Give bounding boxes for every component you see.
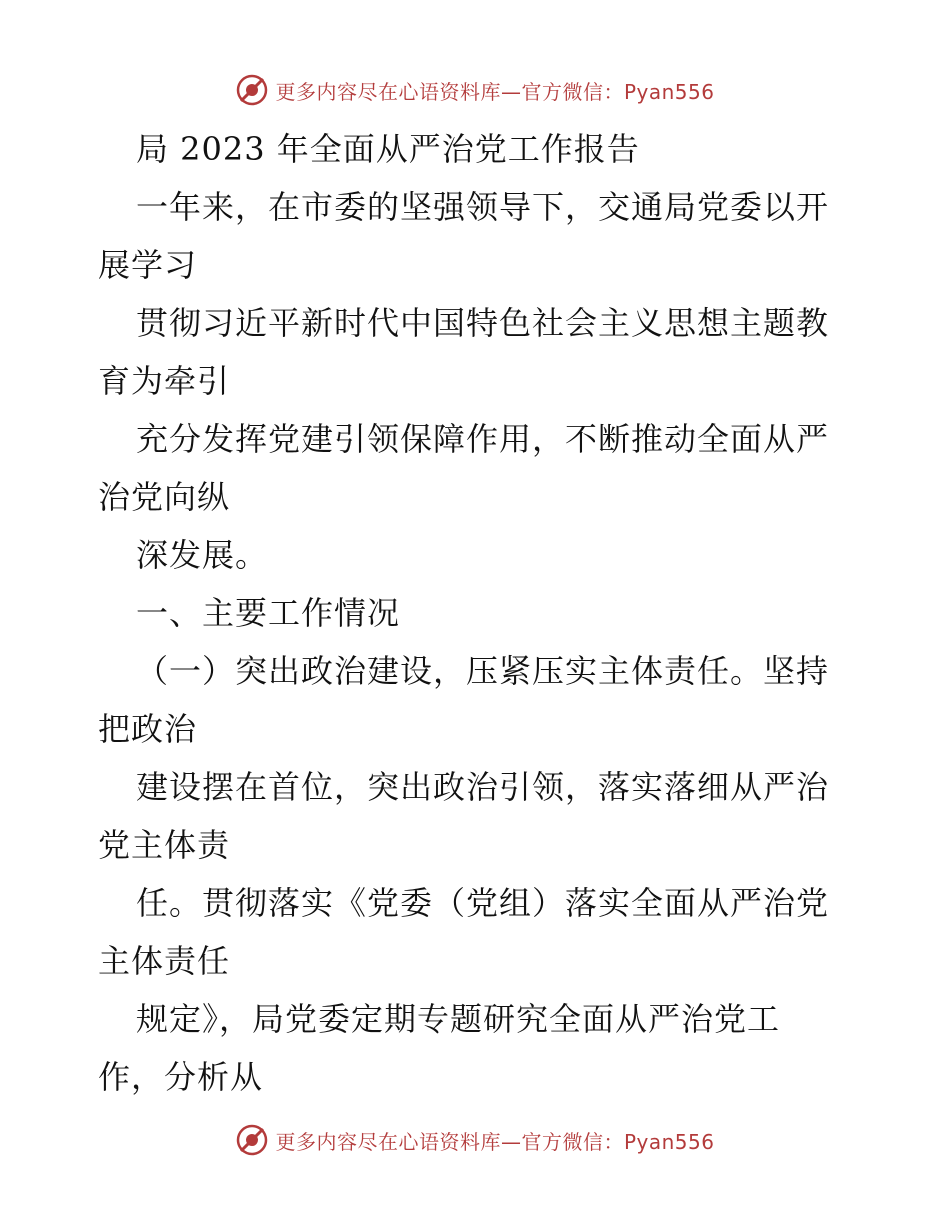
document-line: 规定》，局党委定期专题研究全面从严治党工 [136,1000,781,1038]
watermark-text: 更多内容尽在心语资料库—官方微信：Pyan556 [275,1129,715,1154]
document-line: 一年来，在市委的坚强领导下，交通局党委以开 [136,188,830,226]
document-line: 任。贯彻落实《党委（党组）落实全面从严治党 [136,884,830,922]
watermark-group [235,1123,714,1157]
document-line: 充分发挥党建引领保障作用，不断推动全面从严 [136,420,830,458]
pen-seal-icon [235,1123,269,1157]
document-line: 主体责任 [98,942,231,980]
document-line: （一）突出政治建设，压紧压实主体责任。坚持 [136,652,830,690]
footer-watermark [0,1120,950,1160]
document-line: 育为牵引 [98,362,231,400]
watermark-group [235,73,714,107]
document-line: 贯彻习近平新时代中国特色社会主义思想主题教 [136,304,830,342]
header-watermark [0,70,950,110]
document-line: 深发展。 [136,536,269,574]
document-line: 党主体责 [98,826,231,864]
watermark-text: 更多内容尽在心语资料库—官方微信：Pyan556 [275,79,715,104]
document-body [98,120,858,1106]
document-line: 作，分析从 [98,1058,264,1096]
document-line: 建设摆在首位，突出政治引领，落实落细从严治 [136,768,830,806]
document-line: 把政治 [98,710,198,748]
document-line: 局 2023 年全面从严治党工作报告 [136,130,640,168]
document-line: 展学习 [98,246,198,284]
document-line: 治党向纵 [98,478,231,516]
document-line: 一、主要工作情况 [136,594,401,632]
pen-seal-icon [235,73,269,107]
